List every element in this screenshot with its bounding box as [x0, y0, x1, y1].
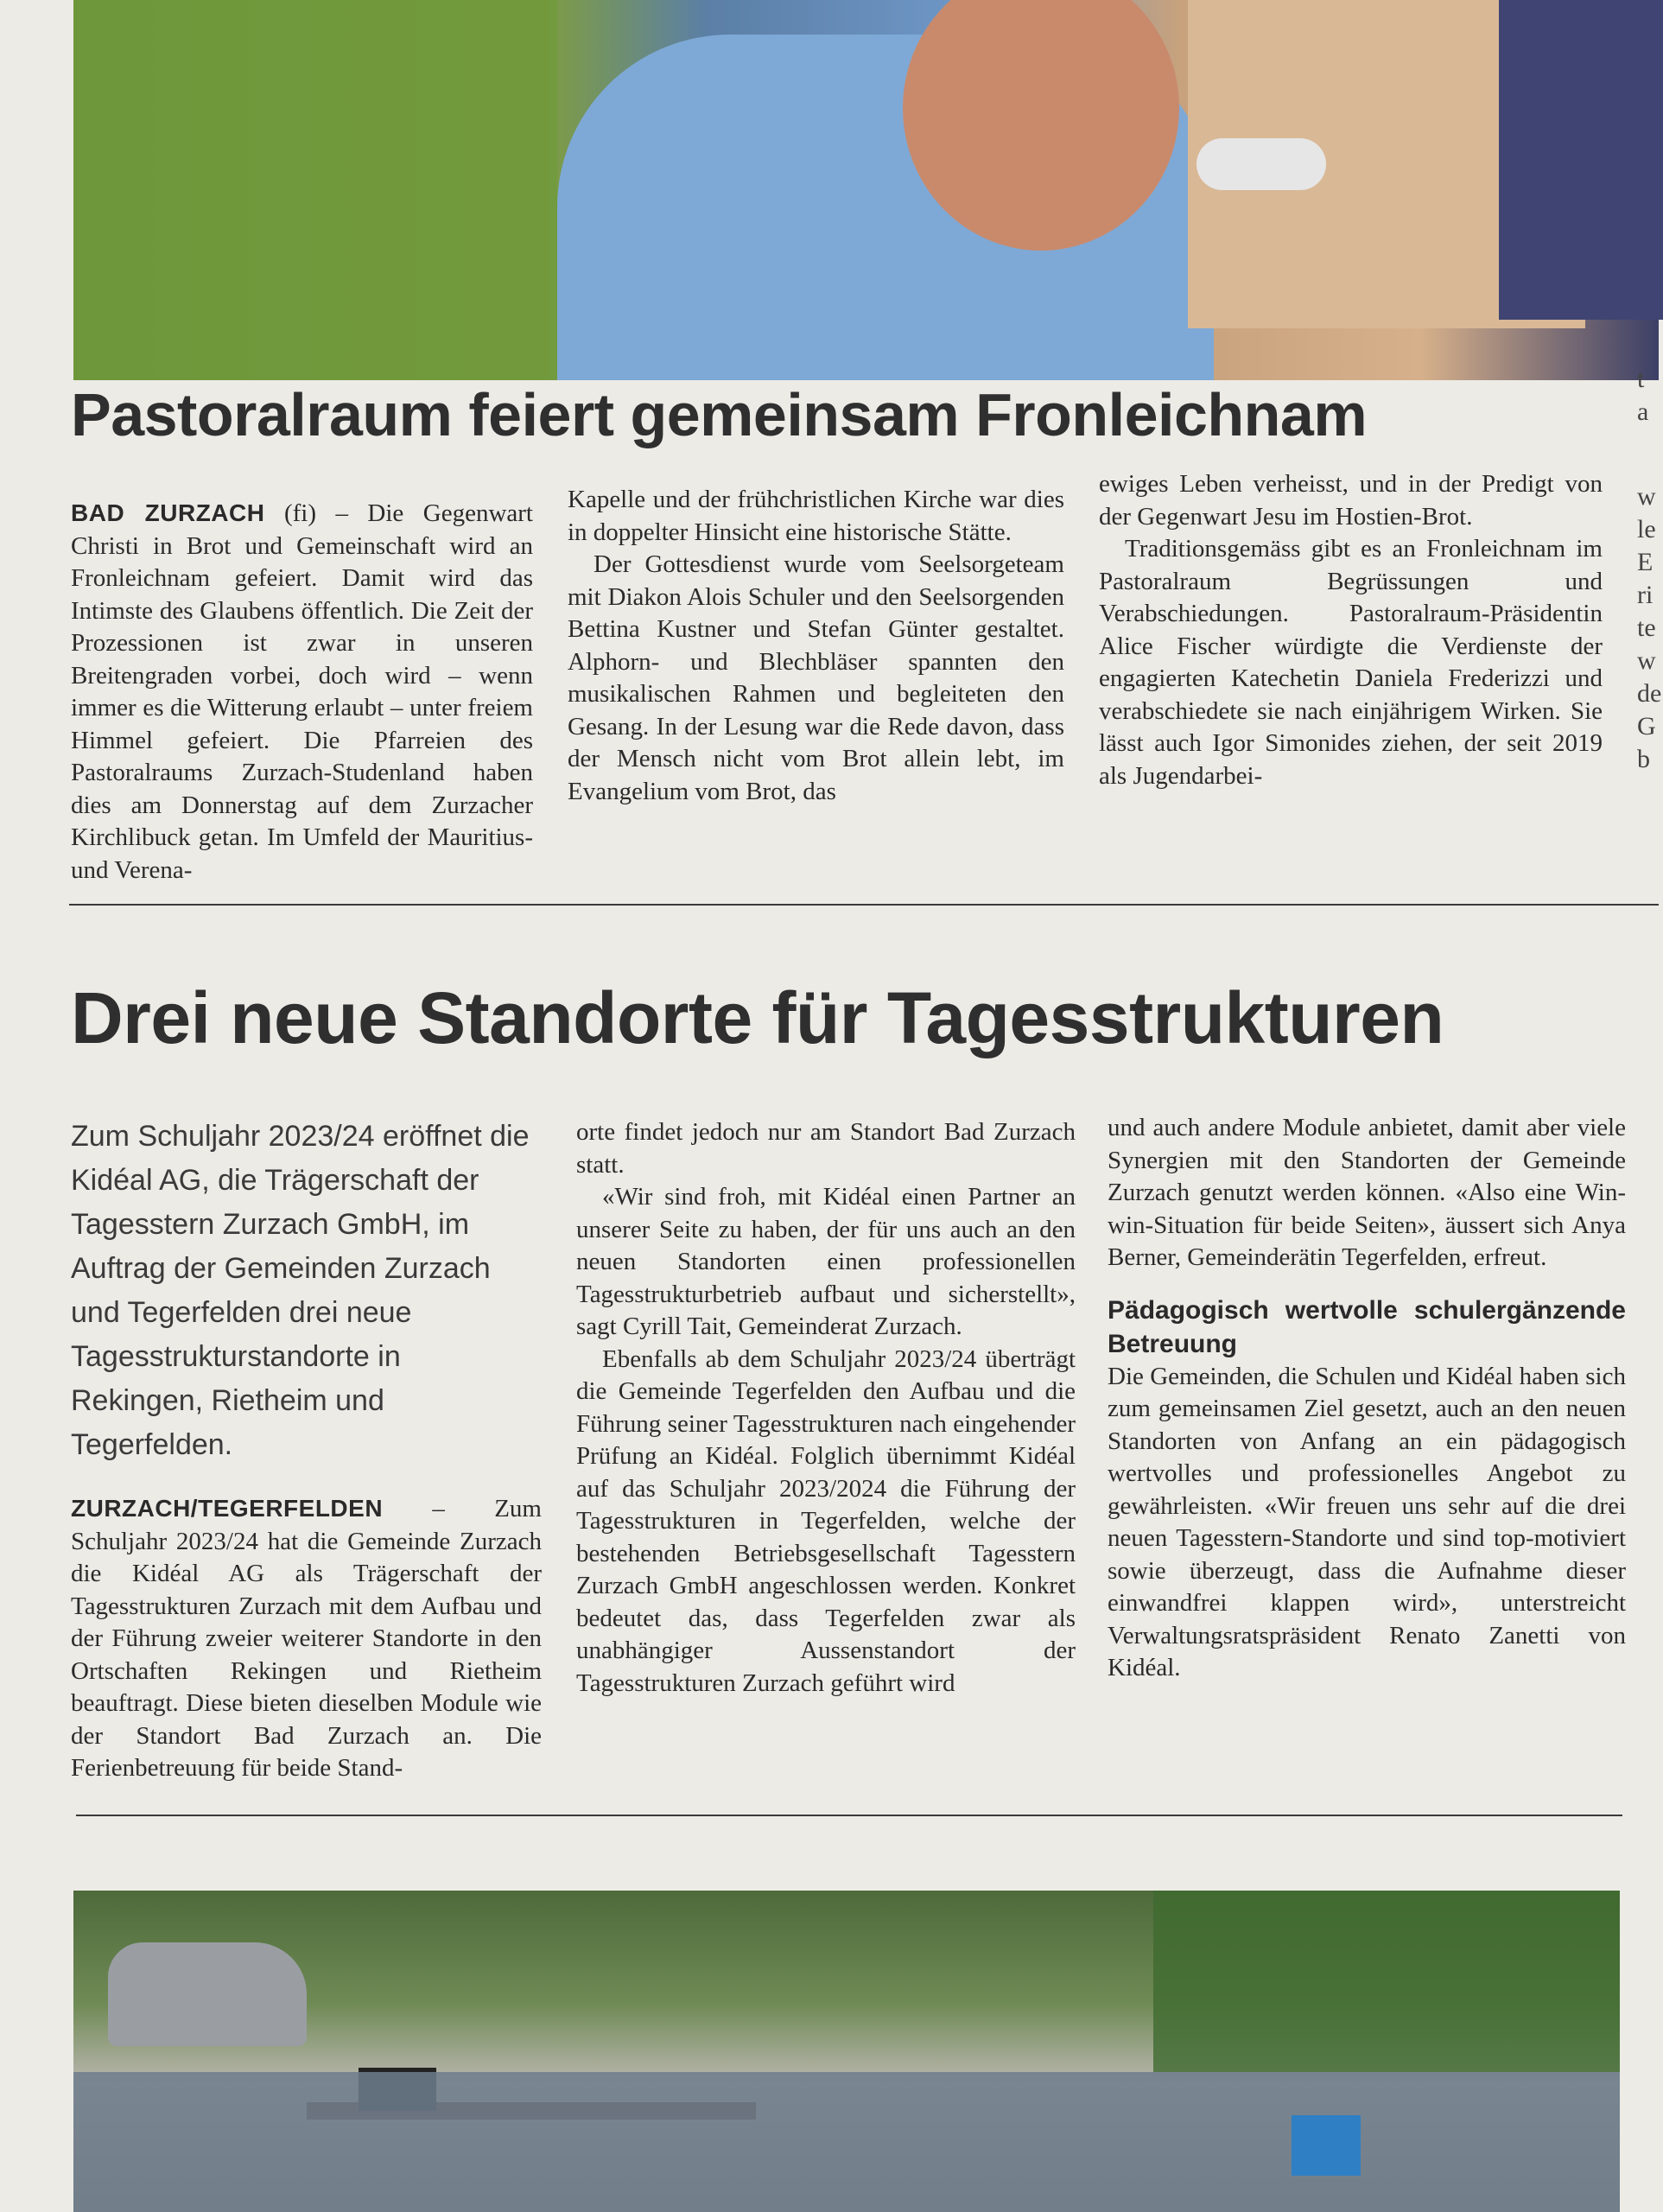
article-2-column-1: [71, 1492, 542, 1785]
photo-person-right: [1499, 0, 1663, 320]
article-1-column-3: [1099, 468, 1603, 792]
article-1-headline: Pastoralraum feiert gemeinsam Fronleichnam: [71, 381, 1368, 448]
photo-blue-box: [1292, 2115, 1361, 2176]
edge-fragment: ri: [1637, 581, 1653, 609]
edge-fragment: le: [1637, 515, 1656, 543]
photo-car: [108, 1942, 307, 2046]
article-2-paragraph: orte findet jedoch nur am Standort Bad Zurzach statt.: [576, 1118, 1076, 1179]
edge-fragment: te: [1637, 613, 1656, 642]
edge-fragment: t: [1637, 365, 1645, 393]
article-1-paragraph: Traditionsgemäss gibt es an Fronleichnam im Pastoralraum Begrüssungen und Verabschiedungen. Pastoralraum-Präsidentin Alice Fischer würdigte die Verdienste der engagierten Katechetin Daniela Frederizzi und verabschiedete sie nach einjährigem Wirken. Sie lässt auch Igor Simonides ziehen, der seit 2019 als Jugendarbei-: [1099, 535, 1603, 790]
article-2-paragraph: Die Gemeinden, die Schulen und Kidéal haben sich zum gemeinsamen Ziel gesetzt, auch an den neuen Standorten von Anfang an ein pädagogisch wertvolles und professionelles Angebot zu gewährleisten. «Wir freuen uns sehr auf die drei neuen Tagesstern-Standorte und sind top-motiviert sowie überzeugt, dass die Aufnahme dieser einwandfrei klappen wird», unterstreicht Verwaltungsratspräsident Renato Zanetti von Kidéal.: [1108, 1362, 1626, 1681]
article-2-column-3: [1108, 1112, 1626, 1685]
article-2-subheading: Pädagogisch wertvolle schulergänzende Betreuung: [1108, 1295, 1626, 1358]
photo-bottom: [73, 1891, 1620, 2212]
article-1-paragraph: Der Gottesdienst wurde vom Seelsorgeteam mit Diakon Alois Schuler und den Seelsorgenden Bettina Kustner und Stefan Günter gestaltet. Alphorn- und Blechbläser spannten den musikalischen Rahmen und begleiteten den Gesang. In der Lesung war die Rede davon, dass der Mensch nicht vom Brot allein lebt, im Evangelium vom Brot, das: [568, 550, 1064, 805]
edge-fragment: w: [1637, 482, 1656, 511]
section-divider: [69, 904, 1659, 906]
article-1-column-1: [71, 497, 533, 887]
article-2-lead: Zum Schuljahr 2023/24 eröffnet die Kidéal AG, die Trägerschaft der Tagesstern Zurzach GmbH, im Auftrag der Gemeinden Zurzach und Tegerfelden drei neue Tagesstrukturstandorte in Rekingen, Rietheim und Tegerfelden.: [71, 1120, 530, 1461]
article-2-paragraph: Ebenfalls ab dem Schuljahr 2023/24 überträgt die Gemeinde Tegerfelden den Aufbau und die Führung seiner Tagesstrukturen nach eingehender Prüfung an Kidéal. Folglich übernimmt Kidéal auf das Schuljahr 2023/2024 die Führung der Tagesstrukturen in Tegerfelden, welche der bestehenden Betriebsgesellschaft Tagesstern Zurzach GmbH angeschlossen werden. Konkret bedeutet das, dass Tegerfelden zwar als unabhängiger Aussenstandort der Tagesstrukturen Zurzach geführt wird: [576, 1344, 1076, 1697]
edge-fragment: b: [1637, 745, 1650, 773]
article-1-paragraph: Kapelle und der frühchristlichen Kirche war dies in doppelter Hinsicht eine historische Stätte.: [568, 486, 1064, 546]
article-1-paragraph: ewiges Leben verheisst, und in der Predigt von der Gegenwart Jesu im Hostien-Brot.: [1099, 470, 1603, 531]
article-2-headline: Drei neue Standorte für Tagesstrukturen: [71, 977, 1444, 1058]
edge-fragment: a: [1637, 397, 1649, 426]
section-divider: [76, 1815, 1622, 1816]
edge-fragment: E: [1637, 548, 1653, 576]
edge-fragment: G: [1637, 712, 1656, 741]
article-2-column-1-text: – Zum Schuljahr 2023/24 hat die Gemeinde Zurzach die Kidéal AG als Trägerschaft der Tagesstrukturen Zurzach mit dem Aufbau und der Führung zweier weiterer Standorte in den Ortschaften Rekingen und Rietheim beauftragt. Diese bieten dieselben Module wie der Standort Bad Zurzach an. Die Ferienbetreuung für beide Stand-: [71, 1495, 542, 1782]
article-2-paragraph: «Wir sind froh, mit Kidéal einen Partner an unserer Seite zu haben, der für uns auch an den neuen Standorten einen professionellen Tagesstrukturbetrieb aufbaut und sicherstellt», sagt Cyrill Tait, Gemeinderat Zurzach.: [576, 1183, 1076, 1340]
photo-phone: [1196, 138, 1326, 190]
article-1-column-2: [568, 484, 1064, 808]
article-1-column-1-text: (fi) – Die Gegenwart Christi in Brot und Gemeinschaft wird an Fronleichnam gefeiert. Damit wird das Intimste des Glaubens öffentlich. Die Zeit der Prozessionen ist zwar in unseren Breitengraden vorbei, doch wird – wenn immer es die Witterung erlaubt – unter freiem Himmel gefeiert. Die Pfarreien des Pastoralraums Zurzach-Studenland haben dies am Donnerstag auf dem Zurzacher Kirchlibuck getan. Im Umfeld der Mauritius- und Verena-: [71, 499, 533, 884]
edge-fragment: de: [1637, 679, 1662, 708]
article-2-column-2: [576, 1116, 1076, 1700]
photo-crowd: [73, 2072, 1620, 2212]
photo-tree: [1153, 1891, 1620, 2072]
article-2-paragraph: und auch andere Module anbietet, damit aber viele Synergien mit den Standorten der Gemeinde Zurzach genutzt werden können. «Also eine Win-win-Situation für beide Seiten», äussert sich Anya Berner, Gemeinderätin Tegerfelden, erfreut.: [1108, 1114, 1626, 1271]
photo-top: [73, 0, 1659, 380]
edge-fragment: w: [1637, 646, 1656, 675]
article-2-dateline: ZURZACH/TEGERFELDEN: [71, 1495, 384, 1522]
edge-fragments: [1637, 363, 1662, 776]
photo-grass: [73, 0, 557, 380]
article-1-dateline: BAD ZURZACH: [71, 499, 265, 526]
